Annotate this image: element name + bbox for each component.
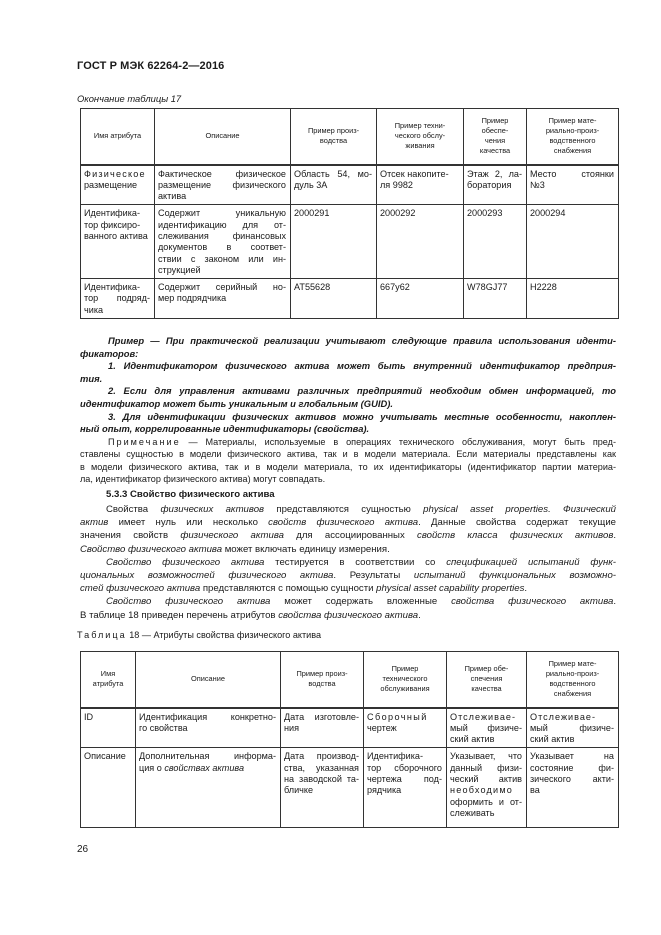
- t17-cell: Место стоянки №3: [527, 165, 619, 205]
- t18-cell: Идентифика- тор сборочного чертежа под- рядчика: [364, 748, 447, 828]
- table-row: [81, 708, 619, 748]
- table-row: [81, 748, 619, 828]
- table-row: [81, 205, 619, 279]
- t18-h-qual: Пример обе- спечения качества: [447, 652, 527, 708]
- note-line: ла, идентификатор физического актива) могут совпадать.: [80, 473, 326, 484]
- t18-cell: Дата производ- ства, указанная на заводской та- бличке: [281, 748, 364, 828]
- example-item-3: 3. Для идентификации физических активов можно учитывать местные особенности, накоплен-: [108, 410, 616, 422]
- example-intro: Пример — При практической реализации учитывают следующие правила использования иденти-: [108, 335, 616, 346]
- t17-cell: H2228: [527, 279, 619, 319]
- note-line: Примечание — Материалы, используемые в операциях технического обслуживания, могут быть пред-: [108, 437, 616, 447]
- t17-h-prod: Пример произ- водства: [291, 109, 377, 165]
- table18-header-row: [81, 652, 619, 708]
- table17-caption: Окончание таблицы 17: [77, 93, 182, 104]
- t18-cell: Дополнительная информа- ция о свойствах актива: [136, 748, 281, 828]
- t17-h-desc: Описание: [155, 109, 291, 165]
- p1-line: Свойства физических активов представляются сущностью physical asset properties. Физический: [106, 504, 617, 515]
- example-item-1: 1. Идентификатором физического актива может быть внутренний идентификатор предприя-: [108, 360, 616, 372]
- p3-line: В таблице 18 приведен перечень атрибутов свойства физического актива.: [80, 609, 421, 621]
- t18-cell: Отслеживае- мый физиче- ский актив: [447, 708, 527, 748]
- t17-h-maint: Пример техни- ческого обслу- живания: [377, 109, 464, 165]
- section-heading: 5.3.3 Свойство физического актива: [106, 489, 275, 500]
- example-intro-cont: фикаторов:: [80, 347, 139, 359]
- note-line: в модели физического актива, так и в модели материала, то их идентификаторы (идентификатор партии материа-: [80, 461, 616, 472]
- note-block: [80, 436, 616, 485]
- example-item-1-cont: тия.: [80, 372, 103, 384]
- t17-cell: Область 54, мо- дуль 3А: [291, 165, 377, 205]
- t17-cell: 2000291: [291, 205, 377, 279]
- p2-line: Свойство физического актива тестируется в соответствии со спецификацией испытаний функ-: [106, 556, 616, 568]
- t18-h-prod: Пример произ- водства: [281, 652, 364, 708]
- t17-h-qual: Пример обеспе- чения качества: [464, 109, 527, 165]
- t18-cell: Указывает на состояние фи- зического акти- ва: [527, 748, 619, 828]
- table-18: [80, 651, 619, 828]
- p1-line: Свойство физического актива может включать единицу измерения.: [80, 543, 390, 555]
- p2-line: циональных возможностей физического актива. Результаты испытаний функциональных возможно-: [80, 570, 616, 582]
- p2-line: стей физического актива представляются с помощью сущности physical asset capability properties.: [80, 583, 528, 595]
- table-row: [81, 165, 619, 205]
- t17-h-name: Имя атрибута: [81, 109, 155, 165]
- table18-caption-text: 18 — Атрибуты свойства физического актива: [129, 630, 321, 640]
- t17-cell: Этаж 2, ла- боратория: [464, 165, 527, 205]
- page-number: 26: [77, 844, 89, 855]
- example-item-2: 2. Если для управления активами различных предприятий необходим обмен информацией, то: [108, 385, 616, 397]
- t18-cell: Описание: [81, 748, 136, 828]
- t17-cell: AT55628: [291, 279, 377, 319]
- t18-cell: Отслеживае- мый физиче- ский актив: [527, 708, 619, 748]
- t17-cell: 2000293: [464, 205, 527, 279]
- t18-cell: Идентификация конкретно- го свойства: [136, 708, 281, 748]
- table-17: [80, 108, 619, 319]
- note-label: Примечание: [108, 437, 181, 447]
- t17-h-mat: Пример мате- риально-произ- водственного снабжения: [527, 109, 619, 165]
- document-header: ГОСТ Р МЭК 62264-2—2016: [77, 60, 225, 72]
- example-item-3-cont: ный опыт, коррелированные идентификаторы (свойства).: [80, 423, 370, 435]
- t18-cell: Указывает, что данный физи- ческий актив необходимо оформить и от- слеживать: [447, 748, 527, 828]
- example-block: [80, 335, 616, 436]
- table18-caption: [77, 630, 321, 640]
- t17-cell: Отсек накопите- ля 9982: [377, 165, 464, 205]
- t17-cell: Фактическое физическое размещение физического актива: [155, 165, 291, 205]
- t18-cell: Сборочный чертеж: [364, 708, 447, 748]
- t18-h-mat: Пример мате- риально-произ- водственного снабжения: [527, 652, 619, 708]
- p1-line: значения свойств физического актива для ассоциированных свойств класса физических активов.: [80, 530, 616, 542]
- t17-cell: Содержит серийный но- мер подрядчика: [155, 279, 291, 319]
- t17-cell: Физическое размещение: [81, 165, 155, 205]
- t17-cell: Идентифика- тор фиксиро- ванного актива: [81, 205, 155, 279]
- t17-cell: Содержит уникальную идентификацию для от- слеживания финансовых документов в соответ- ствии с законом или ин- струкцией: [155, 205, 291, 279]
- t17-cell: 2000294: [527, 205, 619, 279]
- t17-cell: 2000292: [377, 205, 464, 279]
- table17-header-row: [81, 109, 619, 165]
- note-line: ставлены сущностью в модели физического актива, так и в модели материала. Если материалы представлены как: [80, 449, 616, 460]
- t18-h-desc: Описание: [136, 652, 281, 708]
- t18-h-maint: Пример технического обслуживания: [364, 652, 447, 708]
- t18-h-name: Имя атрибута: [81, 652, 136, 708]
- table18-caption-label: Таблица: [77, 630, 127, 640]
- t17-cell: W78GJ77: [464, 279, 527, 319]
- t18-cell: ID: [81, 708, 136, 748]
- t17-cell: 667y62: [377, 279, 464, 319]
- section-paragraphs: [80, 503, 616, 622]
- t17-cell: Идентифика- тор подряд- чика: [81, 279, 155, 319]
- table-row: [81, 279, 619, 319]
- p3-line: Свойство физического актива может содержать вложенные свойства физического актива.: [106, 596, 616, 608]
- example-item-2-cont: идентификатор может быть уникальным и глобальным (GUID).: [80, 397, 393, 409]
- p1-line: актив имеет нуль или несколько свойств физического актива. Данные свойства содержат текущие: [80, 517, 617, 529]
- t18-cell: Дата изготовле- ния: [281, 708, 364, 748]
